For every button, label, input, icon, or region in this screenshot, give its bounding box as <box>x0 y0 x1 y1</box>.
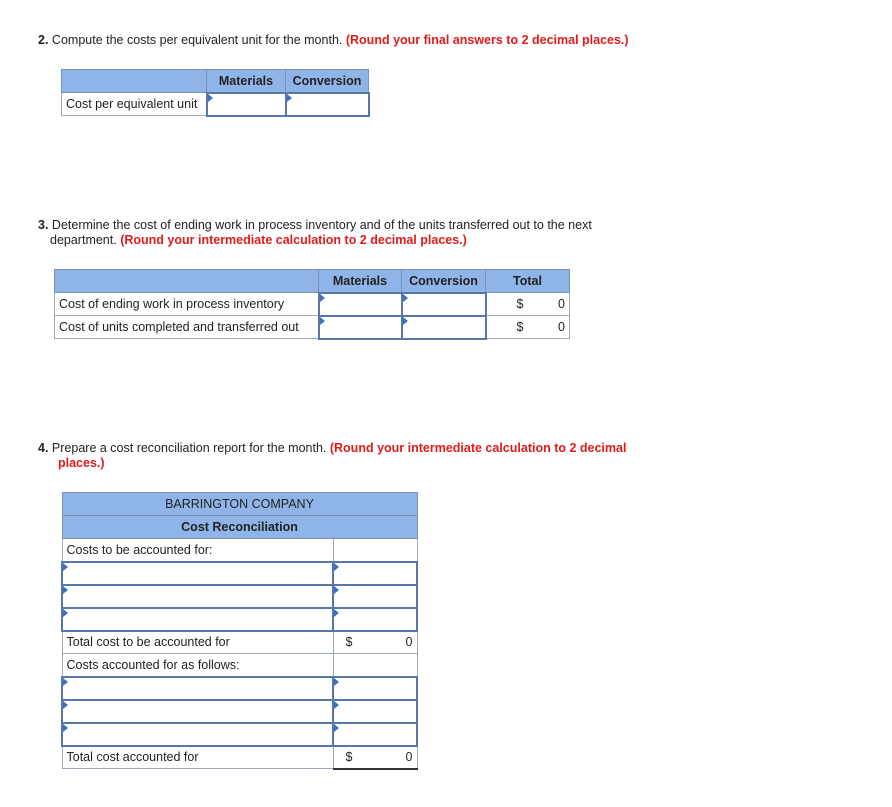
q4-costs-to-account-blank <box>333 539 417 562</box>
q4-costs-item-3-input[interactable] <box>62 608 333 631</box>
q3-table <box>54 269 570 340</box>
question-4 <box>38 441 626 456</box>
q4-total-accounted-currency: $ <box>345 750 353 764</box>
question-3-text-line2: department. <box>50 233 117 247</box>
q4-costs-amount-2-input[interactable] <box>333 585 417 608</box>
q4-accounted-item-1-input[interactable] <box>62 677 333 700</box>
q2-header-conversion: Conversion <box>286 70 369 93</box>
q3-transferred-materials-input[interactable] <box>319 316 402 339</box>
q3-header-materials: Materials <box>319 270 402 293</box>
question-2-text: Compute the costs per equivalent unit for the month. <box>51 33 343 47</box>
q2-materials-input[interactable] <box>207 93 286 116</box>
q4-total-to-account-value: 0 <box>405 635 413 650</box>
q4-accounted-amount-2-input[interactable] <box>333 700 417 723</box>
q2-table <box>61 69 370 117</box>
q4-total-to-account <box>333 631 417 654</box>
question-4-note-line2: places.) <box>58 456 105 470</box>
q2-conversion-input[interactable] <box>286 93 369 116</box>
q3-row-ending-wip-label: Cost of ending work in process inventory <box>55 293 319 316</box>
q4-costs-amount-3-input[interactable] <box>333 608 417 631</box>
q4-accounted-item-2-input[interactable] <box>62 700 333 723</box>
question-2 <box>38 33 629 48</box>
q4-company-name: BARRINGTON COMPANY <box>62 493 417 516</box>
q3-ending-wip-total <box>486 293 570 316</box>
q4-total-to-account-label: Total cost to be accounted for <box>62 631 333 654</box>
q3-header-conversion: Conversion <box>402 270 486 293</box>
q3-transferred-currency: $ <box>516 320 524 334</box>
q4-costs-amount-1-input[interactable] <box>333 562 417 585</box>
q3-ending-wip-currency: $ <box>516 297 524 311</box>
q3-header-blank <box>55 270 319 293</box>
q3-ending-wip-conversion-input[interactable] <box>402 293 486 316</box>
question-3 <box>38 218 698 233</box>
q4-accounted-as-label: Costs accounted for as follows: <box>62 654 333 677</box>
q4-costs-item-1-input[interactable] <box>62 562 333 585</box>
q4-costs-item-2-input[interactable] <box>62 585 333 608</box>
q4-total-accounted-value: 0 <box>405 750 413 764</box>
q4-accounted-amount-3-input[interactable] <box>333 723 417 746</box>
q2-header-blank <box>62 70 207 93</box>
question-2-number: 2. <box>38 33 49 47</box>
q4-total-accounted-label: Total cost accounted for <box>62 746 333 769</box>
q4-accounted-as-blank <box>333 654 417 677</box>
question-3-note: (Round your intermediate calculation to 2 decimal places.) <box>120 233 467 247</box>
question-2-note: (Round your final answers to 2 decimal places.) <box>345 33 629 47</box>
q3-row-transferred-label: Cost of units completed and transferred out <box>55 316 319 339</box>
question-4-line2 <box>58 456 105 471</box>
q3-transferred-total-value: 0 <box>558 320 565 334</box>
question-3-line2 <box>50 233 467 248</box>
q3-header-total: Total <box>486 270 570 293</box>
question-4-number: 4. <box>38 441 49 455</box>
q4-accounted-item-3-input[interactable] <box>62 723 333 746</box>
question-4-note-line1: (Round your intermediate calculation to 2 decimal <box>329 441 627 455</box>
q4-report-title: Cost Reconciliation <box>62 516 417 539</box>
q3-transferred-total <box>486 316 570 339</box>
q4-total-to-account-currency: $ <box>345 635 353 650</box>
q4-costs-to-account-label: Costs to be accounted for: <box>62 539 333 562</box>
q3-transferred-conversion-input[interactable] <box>402 316 486 339</box>
question-4-text: Prepare a cost reconciliation report for the month. <box>51 441 327 455</box>
question-3-text-line1: Determine the cost of ending work in process inventory and of the units transferred out to the next <box>51 218 592 232</box>
q4-accounted-amount-1-input[interactable] <box>333 677 417 700</box>
q4-total-accounted <box>333 746 417 769</box>
q3-ending-wip-materials-input[interactable] <box>319 293 402 316</box>
q2-header-materials: Materials <box>207 70 286 93</box>
q4-cost-reconciliation-table <box>61 492 418 770</box>
q2-row-label: Cost per equivalent unit <box>62 93 207 116</box>
q3-ending-wip-total-value: 0 <box>558 297 565 311</box>
question-3-number: 3. <box>38 218 49 232</box>
